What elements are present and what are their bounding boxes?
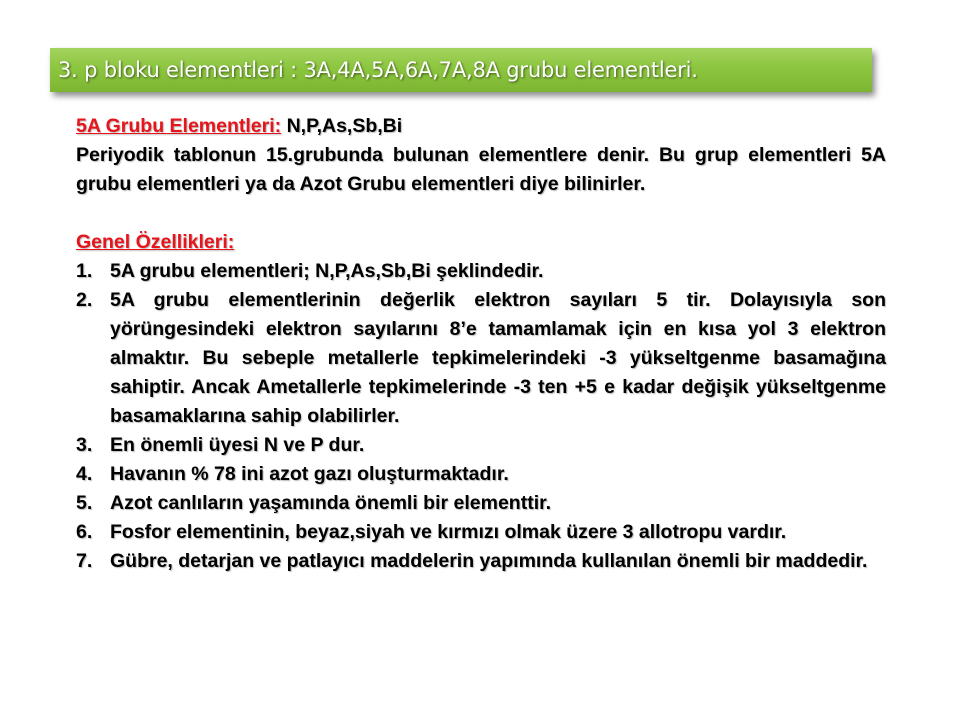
list-item-number: 7.	[76, 550, 93, 572]
intro-text-1: Periyodik tablonun 15.grubunda bulunan elementlere denir. Bu grup elementleri 5A grubu elementleri ya da	[76, 144, 886, 195]
list-item	[76, 547, 886, 576]
list-item	[76, 518, 886, 547]
list-item-number: 6.	[76, 521, 93, 543]
list-item-text: Fosfor elementinin, beyaz,siyah ve kırmızı olmak üzere 3 allotropu vardır.	[110, 521, 787, 543]
slide-title: 3. p bloku elementleri : 3A,4A,5A,6A,7A,8A grubu elementleri.	[58, 58, 698, 82]
list-item-text: 5A grubu elementlerinin değerlik elektron sayıları 5 tir. Dolayısıyla son yörüngesindeki elektron sayılarını 8’e tamamlamak için en kısa yol 3 elektron almaktır. Bu sebeple metallerle tepkimelerindeki -3 yükseltgenme basamağına sahiptir. Ancak Ametallerle tepkimelerinde -3 ten +5 e kadar değişik yükseltgenme basamaklarına sahip olabilirler.	[110, 289, 886, 427]
slide-title-bar	[50, 48, 872, 92]
slide-content	[76, 112, 886, 576]
list-item-text: Azot canlıların yaşamında önemli bir elementtir.	[110, 492, 552, 514]
intro-text-2: elementleri diye bilinirler.	[405, 173, 646, 195]
list-item	[76, 489, 886, 518]
list-item	[76, 257, 886, 286]
group-heading: 5A Grubu Elementleri:	[76, 115, 282, 137]
intro-paragraph	[76, 141, 886, 199]
properties-list	[76, 257, 886, 576]
list-item	[76, 431, 886, 460]
paragraph-spacer	[76, 199, 886, 228]
intro-emphasis: Azot Grubu	[299, 173, 406, 195]
list-item-text: En önemli üyesi N ve P dur.	[110, 434, 365, 456]
list-item-text: Gübre, detarjan ve patlayıcı maddelerin yapımında kullanılan önemli bir maddedir.	[110, 550, 868, 572]
group-elements: N,P,As,Sb,Bi	[281, 115, 403, 137]
list-item-text: Havanın % 78 ini azot gazı oluşturmaktadır.	[110, 463, 509, 485]
list-item-number: 3.	[76, 434, 93, 456]
properties-heading: Genel Özellikleri:	[76, 231, 235, 253]
list-item-number: 5.	[76, 492, 93, 514]
list-item-number: 4.	[76, 463, 93, 485]
list-item-text: 5A grubu elementleri; N,P,As,Sb,Bi şeklindedir.	[110, 260, 544, 282]
list-item-number: 1.	[76, 260, 93, 282]
list-item-number: 2.	[76, 289, 93, 311]
group-heading-line	[76, 112, 886, 141]
list-item	[76, 460, 886, 489]
list-item	[76, 286, 886, 431]
